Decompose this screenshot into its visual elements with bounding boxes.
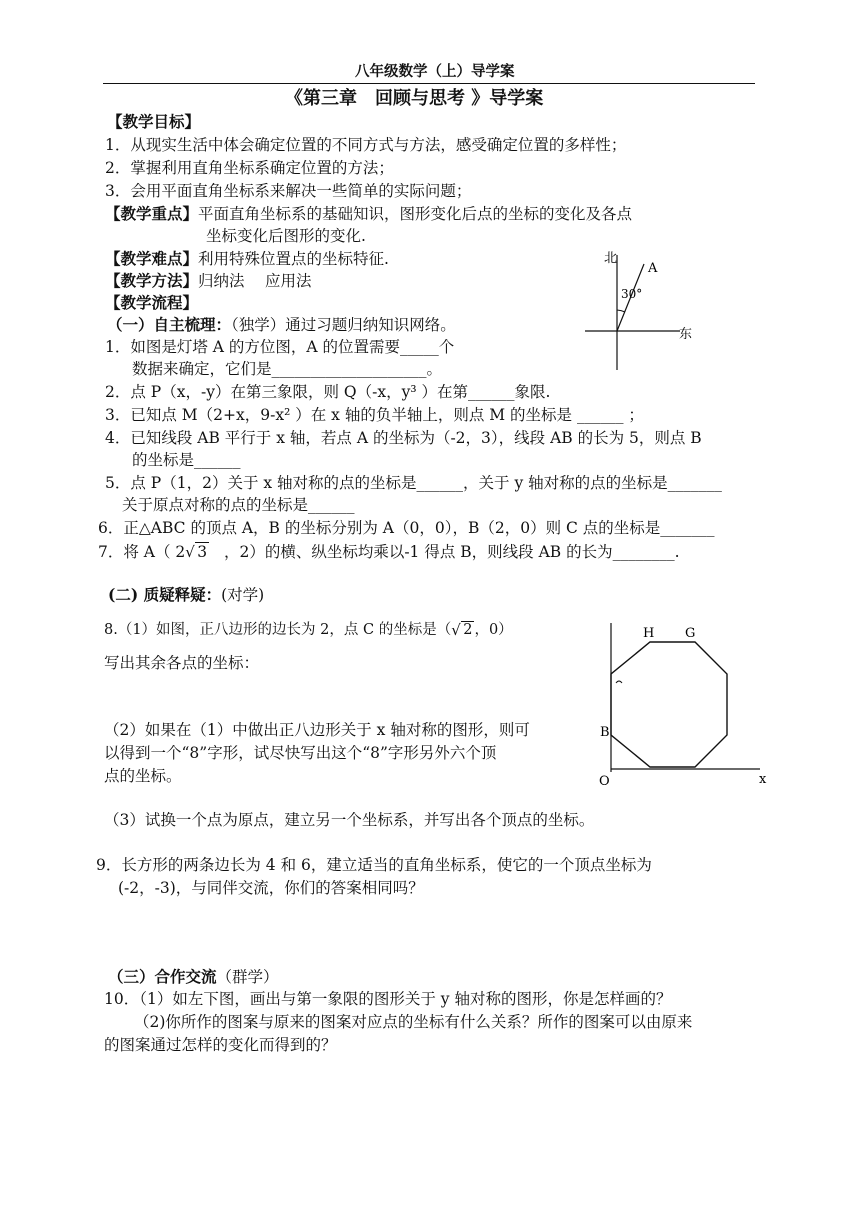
question-8-line2: 写出其余各点的坐标： (104, 654, 260, 672)
origin-label: O (599, 774, 610, 789)
question-7-radicand: 3 (197, 543, 208, 561)
x-axis-label: x (759, 772, 767, 787)
difficulties-label: 【教学难点】 (105, 249, 199, 268)
difficulties (105, 250, 389, 269)
angle-label: 30° (621, 287, 643, 301)
key-points-label: 【教学重点】 (105, 204, 199, 223)
north-label: 北 (604, 251, 618, 266)
section2-title: (二) 质疑释疑： (108, 585, 222, 604)
process-heading: 【教学流程】 (105, 293, 199, 312)
objective-item-2: 2．掌握利用直角坐标系确定位置的方法； (105, 159, 394, 177)
objectives-heading: 【教学目标】 (107, 112, 201, 131)
question-8-radicand: 2 (463, 622, 473, 638)
section2-heading (108, 586, 264, 605)
question-8-part2-line1: （2）如果在（1）中做出正八边形关于 x 轴对称的图形，则可 (104, 721, 530, 739)
section1-note: （独学）通过习题归纳知识网络。 (231, 316, 456, 334)
question-4-line1: 4．已知线段 AB 平行于 x 轴，若点 A 的坐标为（-2，3），线段 AB 的长为 5，则点 B (105, 429, 702, 447)
section1-title: （一）自主梳理： (107, 315, 232, 334)
question-8-line1 (104, 622, 513, 639)
objective-item-3: 3．会用平面直角坐标系来解决一些简单的实际问题； (105, 182, 472, 200)
question-10-line2: （2)你所作的图案与原来的图案对应点的坐标有什么关系？所作的图案可以由原来 (134, 1013, 693, 1031)
question-10-line1: 10．（1）如左下图，画出与第一象限的图形关于 y 轴对称的图形，你是怎样画的？ (104, 990, 672, 1008)
compass-figure (580, 250, 700, 375)
question-2: 2．点 P（x，-y）在第三象限，则 Q（-x，y³ ）在第______象限. (105, 383, 551, 401)
question-4-line2: 的坐标是______ (132, 451, 241, 469)
section1-heading (107, 316, 456, 335)
point-a-label: A (648, 261, 658, 276)
sqrt-symbol: √ 2 (451, 621, 473, 639)
angle-arc (617, 310, 625, 312)
regular-octagon (611, 642, 727, 767)
question-7-coef: 2 (175, 543, 186, 561)
question-5-line2: 关于原点对称的点的坐标是______ (122, 496, 355, 514)
question-9-line2: (-2，-3)，与同伴交流，你们的答案相同吗？ (118, 879, 424, 897)
section2-note: (对学) (221, 586, 265, 604)
header-divider (103, 83, 755, 84)
objective-item-1: 1．从现实生活中体会确定位置的不同方式与方法，感受确定位置的多样性； (105, 136, 627, 154)
point-c-mark (616, 681, 622, 683)
vertex-b-label: B (600, 725, 610, 740)
question-9-line1: 9．长方形的两条边长为 4 和 6，建立适当的直角坐标系，使它的一个顶点坐标为 (96, 856, 652, 874)
question-8-pre: 8.（1）如图，正八边形的边长为 2，点 C 的坐标是（ (104, 622, 452, 638)
question-8-part3: （3）试换一个点为原点，建立另一个坐标系，并写出各个顶点的坐标。 (104, 811, 595, 829)
vertex-h-label: H (643, 626, 655, 641)
difficulties-text: 利用特殊位置点的坐标特征. (198, 250, 389, 268)
methods-label: 【教学方法】 (105, 271, 199, 290)
vertex-g-label: G (685, 626, 696, 641)
key-points (105, 205, 632, 224)
question-1-line1: 1．如图是灯塔 A 的方位图，A 的位置需要_____个 (105, 338, 455, 356)
question-5-line1: 5．点 P（1，2）关于 x 轴对称的点的坐标是______，关于 y 轴对称的点的坐标是_______ (105, 474, 722, 492)
question-7-pre: 7．将 A（ (98, 543, 176, 561)
page-header: 八年级数学（上）导学案 (355, 63, 515, 80)
question-8-part2-line3: 点的坐标。 (104, 767, 182, 785)
east-label: 东 (679, 327, 693, 342)
question-6: 6．正△ABC 的顶点 A，B 的坐标分别为 A（0，0），B（2，0）则 C 点的坐标是_______ (98, 519, 715, 537)
question-8-part2-line2: 以得到一个“8”字形，试尽快写出这个“8”字形另外六个顶 (104, 744, 497, 762)
methods (105, 272, 311, 291)
section3-heading (108, 968, 279, 987)
section3-note: （群学） (216, 968, 279, 986)
key-points-text-cont: 坐标变化后图形的变化. (206, 227, 366, 245)
question-7 (98, 544, 680, 562)
sqrt-symbol: √ 3 (185, 543, 208, 561)
question-7-post: ，2）的横、纵坐标均乘以-1 得点 B，则线段 AB 的长为________. (223, 543, 680, 561)
section3-title: （三）合作交流 (108, 967, 217, 986)
methods-text: 归纳法 应用法 (198, 272, 312, 290)
octagon-figure (595, 615, 775, 790)
page-title: 《第三章 回顾与思考 》导学案 (285, 88, 544, 109)
key-points-text: 平面直角坐标系的基础知识，图形变化后点的坐标的变化及各点 (198, 205, 633, 223)
question-10-line3: 的图案通过怎样的变化而得到的？ (104, 1036, 337, 1054)
question-8-post: ，0） (474, 622, 513, 638)
question-3: 3．已知点 M（2+x，9-x² ）在 x 轴的负半轴上，则点 M 的坐标是 ______ ； (105, 406, 644, 424)
question-1-line2: 数据来确定，它们是____________________。 (132, 360, 443, 378)
